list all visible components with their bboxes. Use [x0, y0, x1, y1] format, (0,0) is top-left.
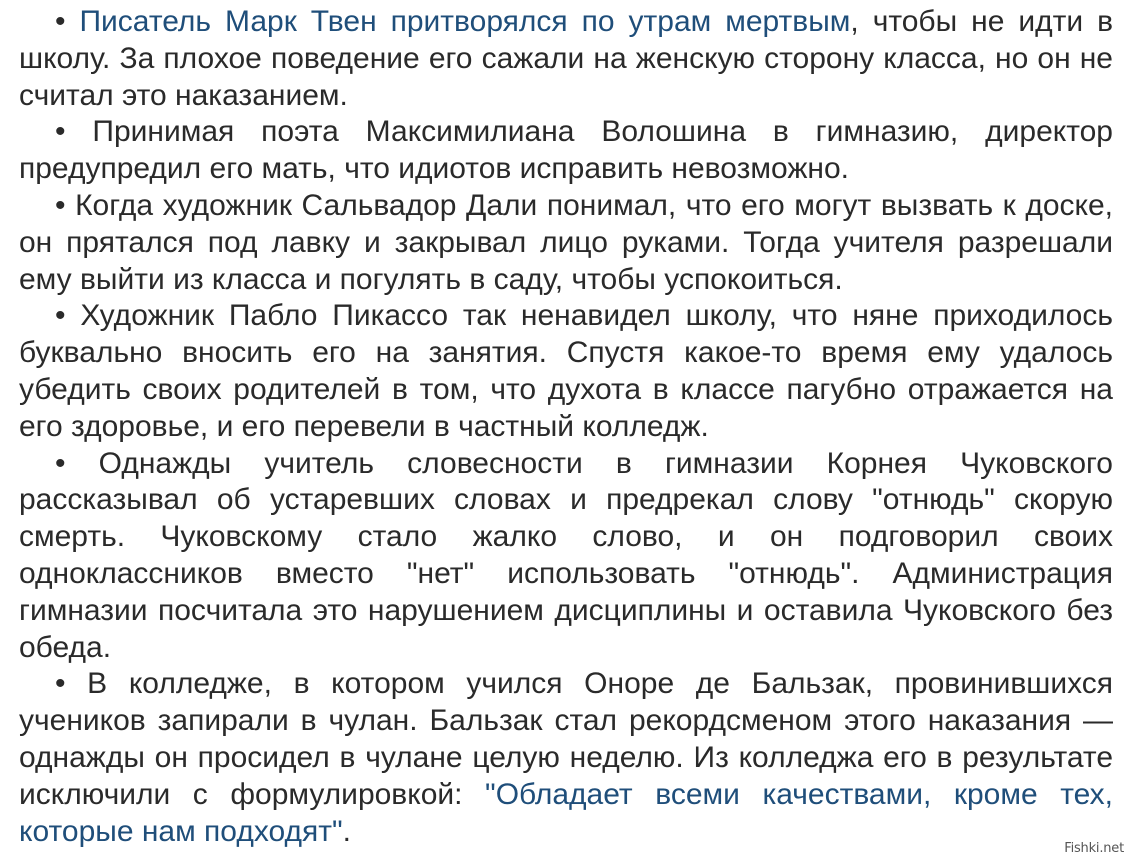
- paragraph-text: Художник Пабло Пикассо так ненавидел школу, что няне приходилось буквально вносить его на занятия. Спустя какое-то время ему удалось убедить своих родителей в том, что духота в классе пагубно отражается на его здоровье, и его перевели в частный колледж.: [19, 299, 1113, 443]
- paragraph-balzac: [19, 666, 1113, 850]
- paragraph-text: Однажды учитель словесности в гимназии Корнея Чуковского рассказывал об устаревших словах и предрекал слову "отнюдь" скорую смерть. Чуковскому стало жалко слово, и он подговорил своих одноклассников вместо "нет" использовать "отнюдь". Администрация гимназии посчитала это нарушением дисциплины и оставила Чуковского без обеда.: [19, 446, 1113, 664]
- paragraph-chukovsky: [19, 446, 1113, 667]
- watermark: Fishki.net: [1064, 841, 1124, 856]
- paragraph-mark-twain: [19, 4, 1113, 114]
- bullet: •: [55, 667, 66, 701]
- bullet: •: [55, 446, 66, 480]
- bullet: •: [55, 115, 66, 149]
- article-text: [19, 4, 1113, 850]
- paragraph-text: В колледже, в котором учился Оноре де Бальзак, провинившихся учеников запирали в чулан. Бальзак стал рекордсменом этого наказания — однажды он просидел в чулане целую неделю. Из колледжа его в результате исключили с формулировкой:: [19, 667, 1113, 811]
- paragraph-tail: .: [342, 814, 352, 848]
- paragraph-text: Принимая поэта Максимилиана Волошина в гимназию, директор предупредил его мать, что идиотов исправить невозможно.: [19, 115, 1113, 186]
- bullet: •: [55, 5, 66, 38]
- bullet: •: [55, 299, 66, 333]
- paragraph-dali: [19, 188, 1113, 298]
- bullet: •: [55, 188, 66, 222]
- paragraph-picasso: [19, 298, 1113, 445]
- paragraph-text: Когда художник Сальвадор Дали понимал, что его могут вызвать к доске, он прятался под лавку и закрывал лицо руками. Тогда учителя разрешали ему выйти из класса и погулять в саду, чтобы успокоиться.: [19, 188, 1113, 296]
- paragraph-voloshin: [19, 114, 1113, 188]
- balzac-quote-link[interactable]: "Обладает всеми качествами, кроме тех, которые нам подходят": [19, 777, 1113, 848]
- paragraph-text: , чтобы не идти в школу. За плохое поведение его сажали на женскую сторону класса, но он не считал это наказанием.: [19, 5, 1114, 112]
- mark-twain-link[interactable]: Писатель Марк Твен притворялся по утрам мертвым: [79, 5, 851, 38]
